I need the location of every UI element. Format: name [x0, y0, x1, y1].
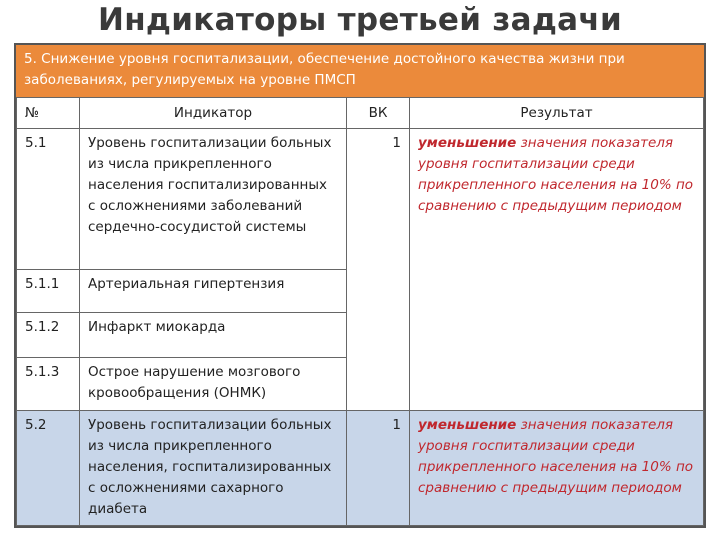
- task-banner: 5. Снижение уровня госпитализации, обеспечение достойного качества жизни при заболеваниях, регулируемых на уровне ПМСП: [16, 45, 704, 97]
- column-header-num: №: [17, 98, 80, 129]
- row-indicator: Острое нарушение мозгового кровообращения (ОНМК): [80, 358, 347, 411]
- column-header-indicator: Индикатор: [80, 98, 347, 129]
- row-num: 5.1.3: [17, 358, 80, 411]
- row-bk: 1: [347, 129, 410, 411]
- row-num: 5.1.2: [17, 313, 80, 358]
- page-title: Индикаторы третьей задачи: [97, 2, 623, 38]
- result-emphasis: уменьшение: [418, 135, 517, 151]
- table-row-highlighted: [17, 411, 704, 526]
- row-result: [410, 411, 704, 526]
- row-num: 5.2: [17, 411, 80, 526]
- row-indicator: Инфаркт миокарда: [80, 313, 347, 358]
- table-header-row: [17, 98, 704, 129]
- result-text: значения показателя уровня госпитализации среди прикрепленного населения на 10% по сравнению с предыдущим периодом: [418, 417, 694, 496]
- row-indicator: Уровень госпитализации больных из числа прикрепленного населения госпитализированных с осложнениями заболеваний сердечно-сосудистой системы: [80, 129, 347, 270]
- row-result: [410, 129, 704, 411]
- column-header-result: Результат: [410, 98, 704, 129]
- indicator-table: [14, 43, 706, 528]
- result-text: значения показателя уровня госпитализации среди прикрепленного населения на 10% по сравнению с предыдущим периодом: [418, 135, 694, 214]
- row-bk: 1: [347, 411, 410, 526]
- indicator-grid: [16, 97, 704, 526]
- result-emphasis: уменьшение: [418, 417, 517, 433]
- row-indicator: Уровень госпитализации больных из числа прикрепленного населения, госпитализированных с осложнениями сахарного диабета: [80, 411, 347, 526]
- row-indicator: Артериальная гипертензия: [80, 270, 347, 313]
- row-num: 5.1: [17, 129, 80, 270]
- row-num: 5.1.1: [17, 270, 80, 313]
- table-row: [17, 129, 704, 270]
- column-header-bk: ВК: [347, 98, 410, 129]
